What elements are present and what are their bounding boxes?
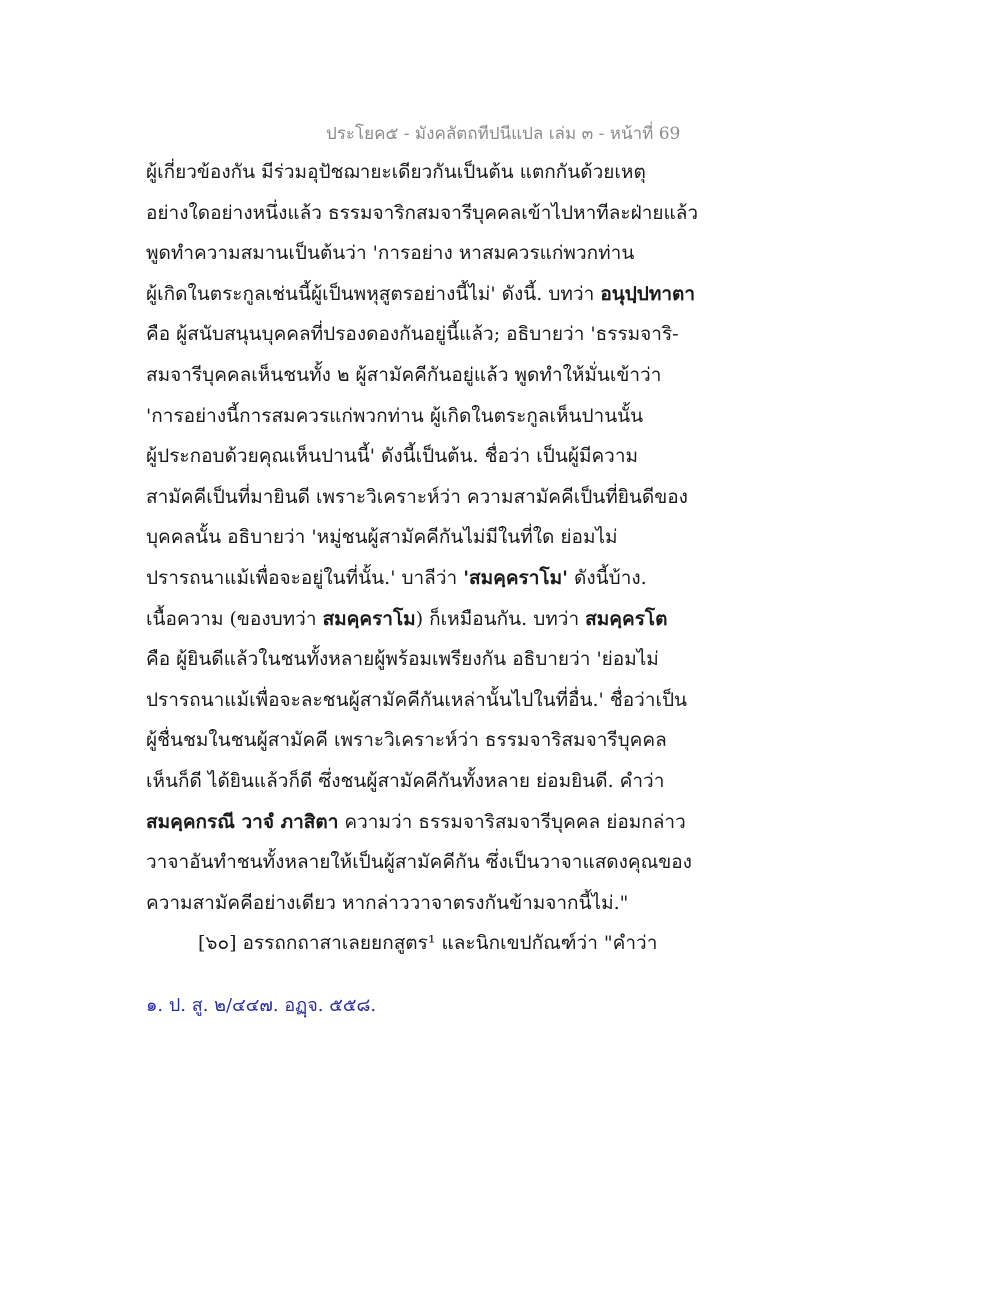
text-span: ปรารถนาแม้เพื่อจะอยู่ในที่นั้น.' บาลีว่า [146, 566, 464, 589]
body-text [146, 152, 706, 964]
text-span: เนื้อความ (ของบทว่า [146, 607, 323, 630]
pali-term-anuppadata: อนุปฺปทาตา [600, 282, 696, 305]
pali-term-samaggarato: สมคฺครโต [585, 607, 668, 630]
text-line-15: ผู้ชื่นชมในชนผู้สามัคคี เพราะวิเคราะห์ว่า ธรรมจาริสมจารีบุคคล [146, 729, 667, 752]
pali-term-samaggaramo: 'สมคฺคราโม' [463, 566, 568, 589]
text-line-12 [146, 599, 706, 640]
text-line-11 [146, 558, 706, 599]
text-line-13: คือ ผู้ยินดีแล้วในชนทั้งหลายผู้พร้อมเพรียงกัน อธิบายว่า 'ย่อมไม่ [146, 648, 659, 671]
text-line-18: วาจาอันทำชนทั้งหลายให้เป็นผู้สามัคคีกัน ซึ่งเป็นวาจาแสดงคุณของ [146, 851, 692, 874]
text-span: ผู้เกิดในตระกูลเช่นนี้ผู้เป็นพหุสูตรอย่างนี้ไม่' ดังนี้. บทว่า [146, 282, 601, 305]
text-line-3: พูดทำความสมานเป็นต้นว่า 'การอย่าง หาสมควรแก่พวกท่าน [146, 242, 635, 265]
text-span: ) ก็เหมือนกัน. บทว่า [415, 607, 586, 630]
footnote: ๑. ป. สู. ๒/๔๔๗. อฏฺจ. ๕๕๘. [146, 995, 377, 1016]
pali-term-samaggaramo-2: สมคฺคราโม [322, 607, 416, 630]
running-header: ประโยค๕ - มังคลัตถทีปนีแปล เล่ม ๓ - หน้าที่ 69 [326, 124, 681, 144]
text-line-10: บุคคลนั้น อธิบายว่า 'หมู่ชนผู้สามัคคีกันไม่มีในที่ใด ย่อมไม่ [146, 526, 618, 549]
text-line-1: ผู้เกี่ยวข้องกัน มีร่วมอุปัชฌายะเดียวกันเป็นต้น แตกกันด้วยเหตุ [146, 161, 646, 183]
text-line-4 [146, 274, 706, 315]
text-line-2: อย่างใดอย่างหนึ่งแล้ว ธรรมจาริกสมจารีบุคคลเข้าไปหาทีละฝ่ายแล้ว [146, 201, 699, 224]
text-line-8: ผู้ประกอบด้วยคุณเห็นปานนี้' ดังนี้เป็นต้น. ชื่อว่า เป็นผู้มีความ [146, 445, 639, 468]
text-line-14: ปรารถนาแม้เพื่อจะละชนผู้สามัคคีกันเหล่านั้นไปในที่อื่น.' ชื่อว่าเป็น [146, 688, 688, 711]
text-line-19: ความสามัคคีอย่างเดียว หากล่าววาจาตรงกันข้ามจากนี้ไม่." [146, 891, 629, 914]
text-line-6: สมจารีบุคคลเห็นชนทั้ง ๒ ผู้สามัคคีกันอยู่แล้ว พูดทำให้มั่นเข้าว่า [146, 363, 662, 386]
text-line-17 [146, 802, 706, 843]
pali-term-samaggakarani: สมคฺคกรณี วาจํ ภาสิตา [146, 810, 339, 833]
text-line-7: 'การอย่างนี้การสมควรแก่พวกท่าน ผู้เกิดในตระกูลเห็นปานนั้น [146, 404, 644, 427]
text-span: ความว่า ธรรมจาริสมจารีบุคคล ย่อมกล่าว [338, 810, 686, 833]
text-line-9: สามัคคีเป็นที่มายินดี เพราะวิเคราะห์ว่า ความสามัคคีเป็นที่ยินดีของ [146, 485, 688, 508]
text-line-5: คือ ผู้สนับสนุนบุคคลที่ปรองดองกันอยู่นี้แล้ว; อธิบายว่า 'ธรรมจาริ- [146, 323, 679, 346]
text-line-16: เห็นก็ดี ได้ยินแล้วก็ดี ซึ่งชนผู้สามัคคีกันทั้งหลาย ย่อมยินดี. คำว่า [146, 769, 665, 792]
text-line-20: [๖๐] อรรถกถาสาเลยยกสูตร¹ และนิกเขปกัณฑ์ว่า "คำว่า [198, 932, 658, 955]
text-span: ดังนี้บ้าง. [567, 566, 647, 589]
